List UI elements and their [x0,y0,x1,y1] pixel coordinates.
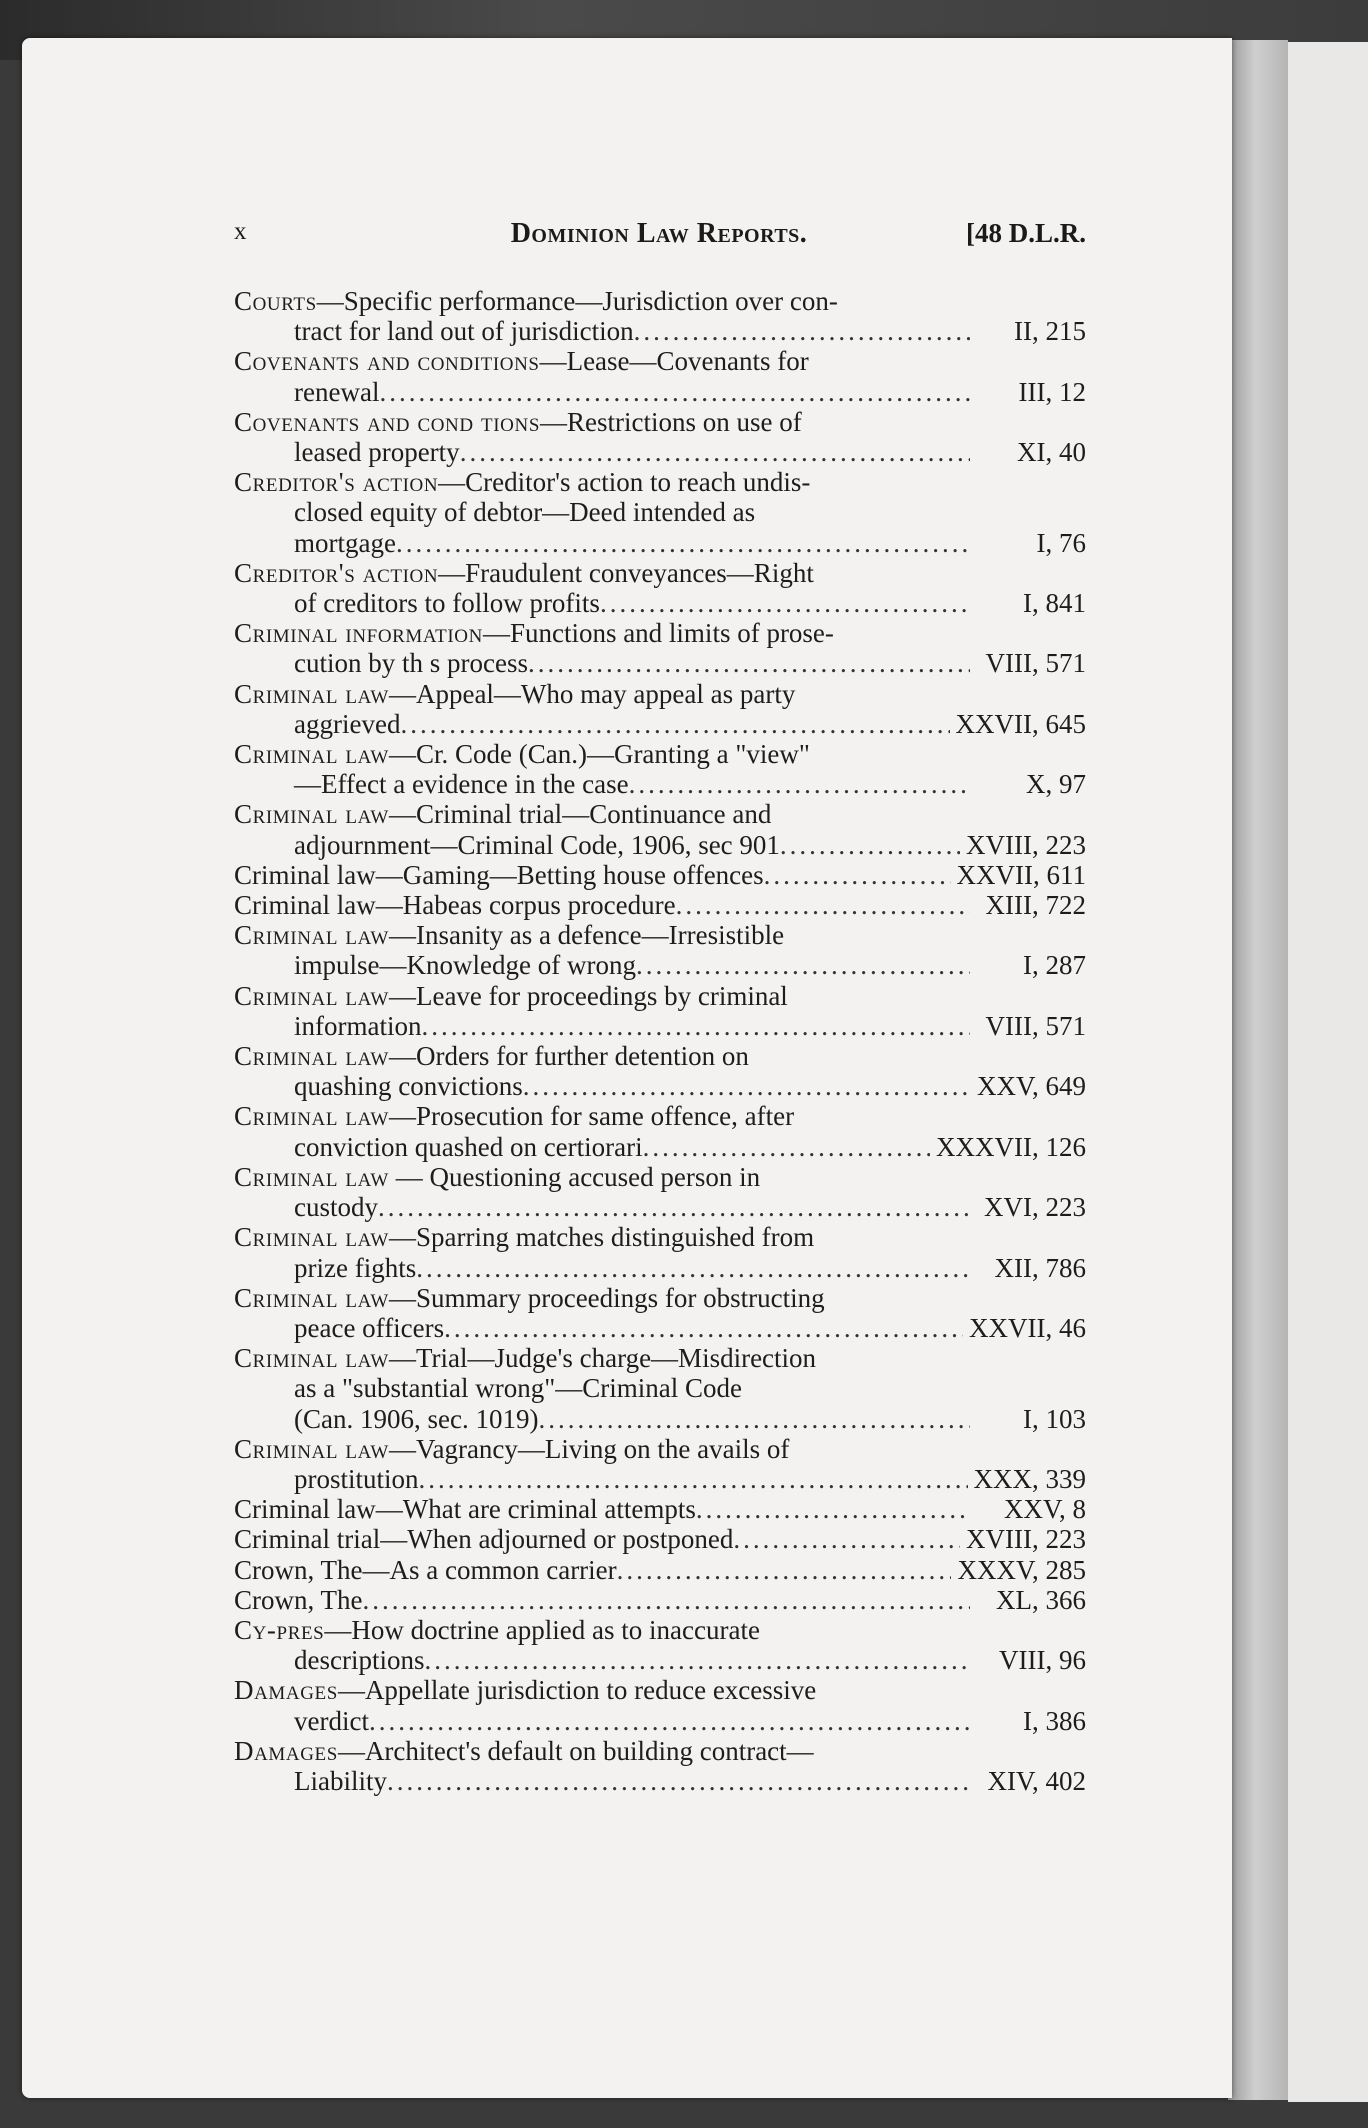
entry-topic: descriptions [294,1645,425,1676]
leader-dots [634,316,970,346]
entry-topic: verdict [294,1705,369,1736]
entry-topic: —Architect's default on building contract— [337,1735,814,1766]
index-entry [234,467,1086,558]
index-entry [234,799,1086,859]
entry-topic: custody [294,1192,378,1223]
leader-dots [378,1192,970,1222]
entry-first-line [234,799,936,829]
entry-first-line [234,1162,936,1192]
adjacent-page-edge [1288,42,1368,2102]
leader-dots [617,1555,952,1585]
entry-topic: —Restrictions on use of [540,406,802,437]
volume-page-ref: II, 215 [1014,316,1086,347]
entry-heading: Damages [234,1735,338,1766]
entry-topic: —Cr. Code (Can.)—Granting a "view" [388,739,810,770]
entry-topic: —Sparring matches distinguished from [388,1222,815,1253]
entry-topic: renewal [294,376,380,407]
entry-line [234,860,1086,890]
entry-first-line [234,1041,936,1071]
entry-topic: cution by th s process [294,648,528,679]
entry-topic: of creditors to follow profits [294,588,600,619]
entry-heading: Criminal law [234,1343,389,1374]
entry-heading: Criminal law [234,859,376,890]
entry-last-line [234,648,1086,678]
leader-dots [396,528,970,558]
entry-heading: Crown, The [234,1584,363,1615]
entry-topic: leased property [294,437,460,468]
entry-last-line [234,769,1086,799]
volume-page-ref: I, 841 [1023,588,1086,619]
entry-heading: Criminal law [234,920,389,951]
volume-page-ref: XXVII, 611 [956,859,1086,890]
entry-first-line [234,1101,936,1131]
index-entry [234,679,1086,739]
leader-dots [764,860,951,890]
entry-heading: Creditor's action [234,557,439,588]
entry-first-line [234,679,936,709]
volume-page-ref: XVIII, 223 [966,829,1086,860]
index-entry [234,286,1086,346]
volume-page-ref: I, 76 [1036,527,1086,558]
volume-page-ref: I, 386 [1023,1705,1086,1736]
leader-dots [528,648,970,678]
volume-page-ref: XIII, 722 [985,890,1086,921]
entry-line [234,1555,1086,1585]
entry-first-line [234,407,936,437]
entry-last-line [234,1071,1086,1101]
volume-page-ref: XVI, 223 [984,1192,1086,1223]
leader-dots [643,1132,930,1162]
entry-topic: —Fraudulent conveyances—Right [438,557,814,588]
entry-topic: aggrieved [294,708,401,739]
volume-page-ref: XXV, 8 [1003,1494,1086,1525]
entry-first-line [234,1675,936,1705]
leader-dots [419,1464,968,1494]
index-entry [234,1283,1086,1343]
entry-last-line [234,1404,1086,1434]
index-entry [234,1524,1086,1554]
entry-last-line [234,528,1086,558]
leader-dots [600,588,970,618]
entry-heading: Criminal law [234,1161,389,1192]
index-entry [234,739,1086,799]
entry-first-line [234,1434,936,1464]
entry-continuation: as a "substantial wrong"—Criminal Code [294,1373,742,1404]
entry-topic: mortgage [294,527,396,558]
entry-heading: Criminal law [234,799,389,830]
entry-last-line [234,1011,1086,1041]
index-entry [234,558,1086,618]
entry-first-line [234,739,936,769]
index-entry [234,618,1086,678]
entry-first-line [234,286,936,316]
entry-heading: Courts [234,286,317,316]
entry-topic: —Lease—Covenants for [539,346,809,377]
volume-page-ref: I, 103 [1023,1403,1086,1434]
entry-last-line [234,1132,1086,1162]
volume-page-ref: XIV, 402 [987,1765,1086,1796]
entry-first-line [234,618,936,648]
index-entry [234,1222,1086,1282]
index-entry [234,1162,1086,1222]
leader-dots [416,1253,970,1283]
entry-first-line [234,558,936,588]
entry-topic: —As a common carrier [362,1554,617,1585]
volume-page-ref: VIII, 96 [999,1645,1086,1676]
entry-heading: Criminal law [234,1222,389,1253]
entry-last-line [234,830,1086,860]
volume-page-ref: XXXV, 285 [957,1554,1086,1585]
leader-dots [369,1706,970,1736]
entry-last-line [234,588,1086,618]
entry-topic: Liability [294,1765,387,1796]
index-entry [234,890,1086,920]
leader-dots [400,709,949,739]
entry-text [234,860,764,890]
entry-heading: Criminal law [234,1433,389,1464]
index-entry [234,981,1086,1041]
entry-heading: Criminal information [234,618,483,649]
leader-dots [379,377,970,407]
page-number: x [234,218,247,245]
entry-topic: —Orders for further detention on [388,1041,749,1072]
leader-dots [780,830,960,860]
entry-topic: conviction quashed on certiorari [294,1131,643,1162]
entry-heading: Criminal trial [234,1524,381,1555]
volume-page-ref: XL, 366 [996,1584,1086,1615]
leader-dots [363,1585,971,1615]
volume-page-ref: XXXVII, 126 [936,1131,1086,1162]
index-entry [234,1434,1086,1494]
entry-heading: Criminal law [234,1041,389,1072]
index-entry [234,1041,1086,1101]
entry-topic: —Gaming—Betting house offences [375,859,764,890]
entry-first-line [234,1283,936,1313]
entry-topic: — Questioning accused person in [388,1161,761,1192]
leader-dots [523,1071,970,1101]
volume-page-ref: VIII, 571 [985,1010,1086,1041]
entry-heading: Criminal law [234,678,389,709]
leader-dots [387,1766,970,1796]
entry-text [234,1494,696,1524]
leader-dots [444,1313,963,1343]
entry-last-line [234,437,1086,467]
entry-heading: Covenants and cond tions [234,406,540,437]
index-entry [234,1615,1086,1675]
entry-topic: —Prosecution for same offence, after [388,1101,795,1132]
volume-page-ref: XI, 40 [1017,437,1086,468]
running-header [232,218,1086,258]
entry-last-line [234,1645,1086,1675]
entry-topic: —Vagrancy—Living on the avails of [388,1433,790,1464]
entry-line [234,890,1086,920]
entry-first-line [234,467,936,497]
leader-dots [421,1011,970,1041]
entry-text [234,1585,363,1615]
volume-page-ref: XII, 786 [994,1252,1086,1283]
leader-dots [424,1645,970,1675]
leader-dots [636,950,970,980]
entry-topic: —Leave for proceedings by criminal [388,980,788,1011]
entry-topic: —Effect a evidence in the case [294,769,629,800]
entry-topic: prostitution [294,1463,419,1494]
entry-last-line [234,1766,1086,1796]
volume-page-ref: XXV, 649 [976,1071,1086,1102]
leader-dots [676,890,970,920]
entry-topic: adjournment—Criminal Code, 1906, sec 901 [294,829,780,860]
entry-last-line [234,1706,1086,1736]
entry-topic: peace officers [294,1312,445,1343]
entry-topic: —When adjourned or postponed [380,1524,734,1555]
running-title: Dominion Law Reports. [510,218,808,249]
entry-last-line [234,377,1086,407]
index-entry [234,1555,1086,1585]
entry-first-line [234,920,936,950]
entry-topic: tract for land out of jurisdiction [294,316,634,347]
entry-topic: information [294,1010,422,1041]
entry-topic: —Appellate jurisdiction to reduce excessive [337,1675,817,1706]
volume-page-ref: III, 12 [1018,376,1086,407]
entry-heading: Criminal law [234,1101,389,1132]
volume-page-ref: XXVII, 645 [955,708,1086,739]
entry-first-line [234,1615,936,1645]
index-entry [234,1494,1086,1524]
entry-heading: Criminal law [234,739,389,770]
entry-topic: —Appeal—Who may appeal as party [388,678,796,709]
index-entry [234,1101,1086,1161]
entry-topic: impulse—Knowledge of wrong [294,950,636,981]
leader-dots [733,1524,960,1554]
entry-heading: Covenants and conditions [234,346,540,377]
entry-text [234,1555,617,1585]
entry-last-line [234,1253,1086,1283]
index-entry [234,1675,1086,1735]
entry-topic: —Insanity as a defence—Irresistible [388,920,785,951]
index-entry [234,860,1086,890]
volume-page-ref: XXX, 339 [973,1463,1086,1494]
volume-page-ref: VIII, 571 [985,648,1086,679]
entry-topic: —Specific performance—Jurisdiction over con- [316,286,838,316]
entry-heading: Criminal law [234,980,389,1011]
entry-topic: —What are criminal attempts [375,1494,696,1525]
volume-page-ref: I, 287 [1023,950,1086,981]
entry-topic: —Functions and limits of prose- [482,618,834,649]
entry-heading: Crown, The [234,1554,363,1585]
entry-topic: —Criminal trial—Continuance and [388,799,772,830]
index-entry [234,1343,1086,1434]
entry-first-line [234,346,936,376]
entry-line [234,1585,1086,1615]
index-entries [234,286,1086,1796]
entry-first-line [234,981,936,1011]
entry-last-line [234,709,1086,739]
index-entry [234,1585,1086,1615]
index-entry [234,407,1086,467]
index-entry [234,1736,1086,1796]
index-entry [234,920,1086,980]
entry-topic: —Habeas corpus procedure [375,890,676,921]
entry-line [234,1494,1086,1524]
entry-first-line [234,1343,936,1373]
volume-page-ref: XXVII, 46 [969,1312,1086,1343]
entry-first-line [234,1736,936,1766]
index-entry [234,346,1086,406]
entry-heading: Criminal law [234,1282,389,1313]
entry-heading: Criminal law [234,890,376,921]
entry-text [234,890,676,920]
entry-topic: —Trial—Judge's charge—Misdirection [388,1343,817,1374]
entry-topic: prize fights [294,1252,417,1283]
entry-topic: —How doctrine applied as to inaccurate [324,1614,760,1645]
entry-topic: quashing convictions [294,1071,523,1102]
entry-heading: Damages [234,1675,338,1706]
leader-dots [460,437,970,467]
volume-page-ref: X, 97 [1026,769,1086,800]
entry-heading: Criminal law [234,1494,376,1525]
entry-heading: Creditor's action [234,467,439,498]
entry-last-line [234,316,1086,346]
entry-topic: —Summary proceedings for obstructing [388,1282,825,1313]
entry-last-line [234,1192,1086,1222]
entry-last-line [234,1464,1086,1494]
page-gutter-shadow [1228,40,1288,2100]
leader-dots [538,1404,970,1434]
entry-line [234,1524,1086,1554]
entry-last-line [234,950,1086,980]
leader-dots [696,1494,970,1524]
entry-first-line [234,1222,936,1252]
volume-label: [48 D.L.R. [966,218,1086,248]
entry-heading: Cy-pres [234,1614,325,1645]
entry-continuation: closed equity of debtor—Deed intended as [294,497,756,528]
entry-topic: —Creditor's action to reach undis- [438,467,811,498]
volume-page-ref: XVIII, 223 [966,1524,1086,1555]
leader-dots [629,769,970,799]
entry-text [234,1524,733,1554]
entry-last-line [234,1313,1086,1343]
entry-topic: (Can. 1906, sec. 1019) [294,1403,539,1434]
